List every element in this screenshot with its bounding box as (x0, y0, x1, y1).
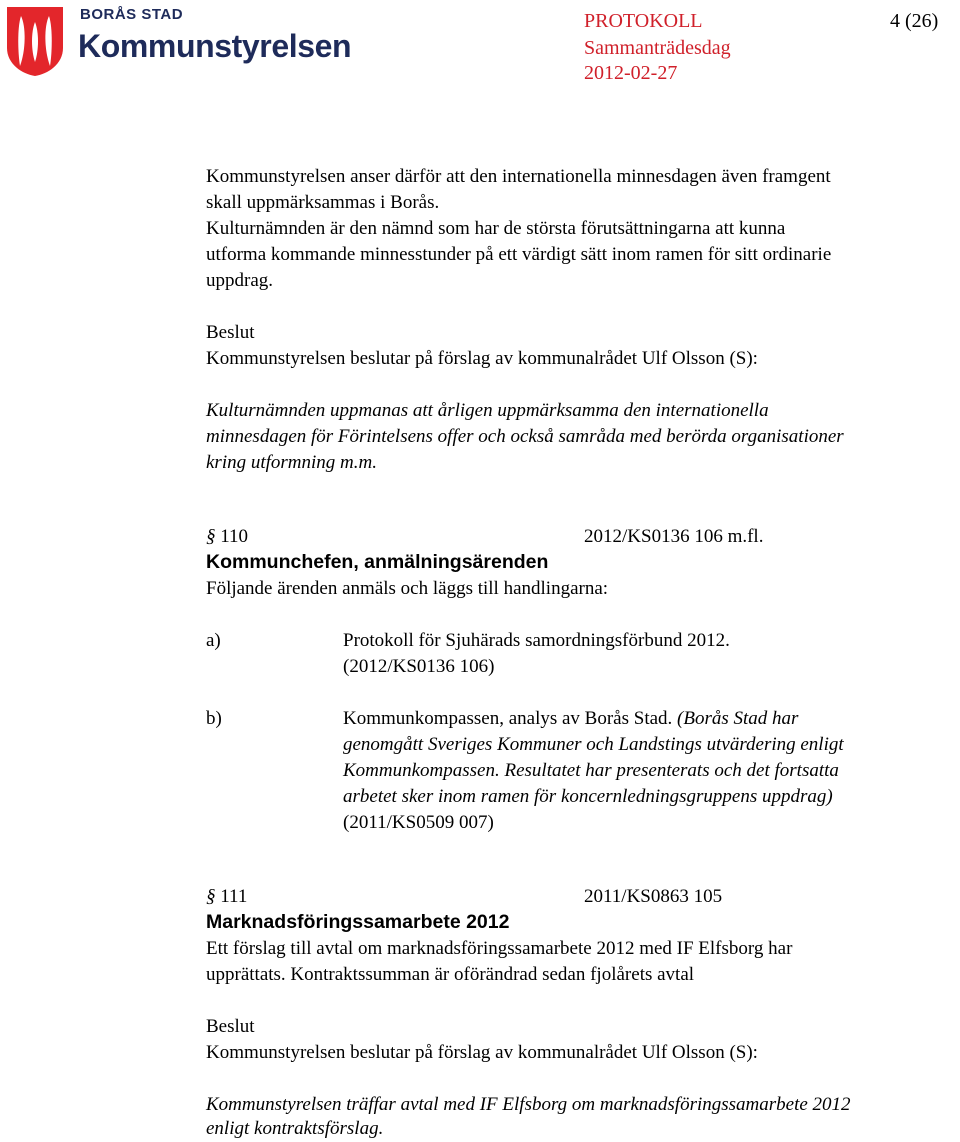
item-b-line: genomgått Sveriges Kommuner och Landstings utvärdering enligt (343, 734, 844, 755)
meeting-label: Sammanträdesdag (584, 37, 731, 59)
item-a-line: Protokoll för Sjuhärads samordningsförbund 2012. (343, 630, 730, 651)
text-line: Kommunstyrelsen anser därför att den internationella minnesdagen även framgent (206, 166, 831, 187)
section-number: 111 (220, 886, 248, 907)
paragraph-symbol: § (206, 886, 216, 907)
text-line: Kulturnämnden är den nämnd som har de största förutsättningarna att kunna (206, 218, 786, 239)
case-reference: 2011/KS0863 105 (584, 886, 723, 907)
text-line: uppdrag. (206, 270, 274, 291)
item-marker-a: a) (206, 630, 221, 651)
item-b-line: arbetet sker inom ramen för koncernledningsgruppens uppdrag) (343, 786, 833, 807)
item-b-line: Kommunkompassen. Resultatet har presenterats och det fortsatta (343, 760, 839, 781)
decision-line: Kommunstyrelsen träffar avtal med IF Elfsborg om marknadsföringssamarbete 2012 (206, 1094, 851, 1115)
section-number: 110 (220, 526, 249, 547)
decision-line: Kulturnämnden uppmanas att årligen uppmärksamma den internationella (206, 400, 769, 421)
section-number-line (206, 524, 248, 550)
item-marker-b: b) (206, 708, 222, 729)
item-a-line: (2012/KS0136 106) (343, 656, 495, 677)
beslut-heading: Beslut (206, 322, 255, 343)
text-line: skall uppmärksammas i Borås. (206, 192, 440, 213)
section-title: Kommunchefen, anmälningsärenden (206, 551, 549, 573)
doc-type: PROTOKOLL (584, 10, 703, 32)
decision-line: kring utformning m.m. (206, 452, 377, 473)
logo-city-name: BORÅS STAD (80, 6, 184, 23)
boras-coat-of-arms-icon (4, 4, 66, 78)
text-line: Ett förslag till avtal om marknadsföringssamarbete 2012 med IF Elfsborg har (206, 938, 793, 959)
logo-organ-name: Kommunstyrelsen (78, 28, 352, 64)
beslut-intro: Kommunstyrelsen beslutar på förslag av kommunalrådet Ulf Olsson (S): (206, 348, 758, 369)
case-reference: 2012/KS0136 106 m.fl. (584, 526, 764, 547)
item-b-italic-text: (Borås Stad har (677, 708, 799, 729)
item-b-normal-text: Kommunkompassen, analys av Borås Stad. (343, 708, 678, 729)
decision-line: minnesdagen för Förintelsens offer och också samråda med berörda organisationer (206, 426, 844, 447)
meeting-date: 2012-02-27 (584, 62, 678, 84)
beslut-intro: Kommunstyrelsen beslutar på förslag av kommunalrådet Ulf Olsson (S): (206, 1042, 758, 1063)
text-line: upprättats. Kontraktssumman är oförändrad sedan fjolårets avtal (206, 964, 695, 985)
section-number-line (206, 884, 247, 910)
item-b-line: (2011/KS0509 007) (343, 812, 494, 833)
page-number: 4 (26) (890, 10, 939, 32)
paragraph-symbol: § (206, 526, 216, 547)
text-line: utforma kommande minnesstunder på ett värdigt sätt inom ramen för sitt ordinarie (206, 244, 832, 265)
section-intro: Följande ärenden anmäls och läggs till handlingarna: (206, 578, 609, 599)
beslut-heading: Beslut (206, 1016, 255, 1037)
section-title: Marknadsföringssamarbete 2012 (206, 911, 510, 933)
item-b-line (343, 706, 798, 732)
decision-line: enligt kontraktsförslag. (206, 1118, 384, 1139)
